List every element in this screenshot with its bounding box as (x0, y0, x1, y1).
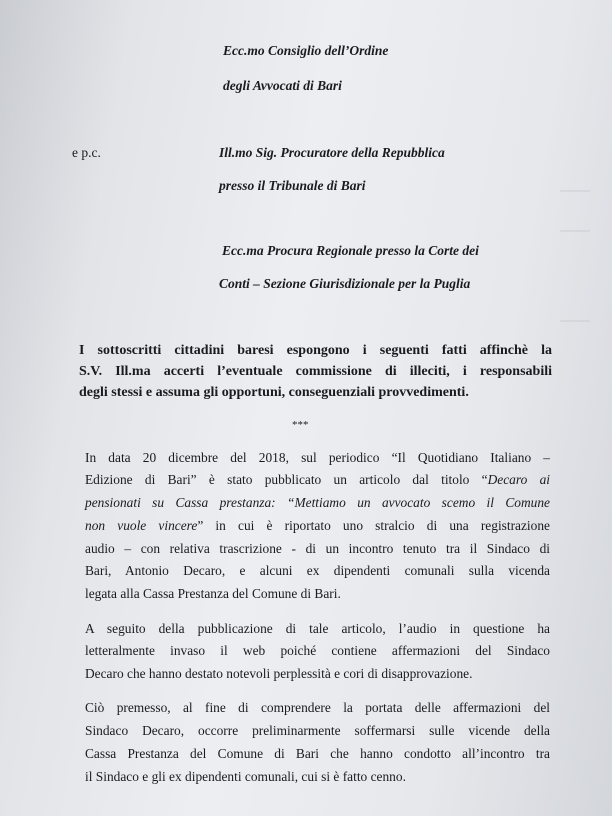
paragraph2-line-3: Decaro che hanno destato notevoli perplessità e cori di disapprovazione. (85, 666, 473, 681)
addressee-council-line1: Ecc.mo Consiglio dell’Ordine (223, 43, 389, 58)
paragraph1-line-2: Edizione di Bari” è stato pubblicato un articolo dal titolo “Decaro ai (85, 472, 550, 487)
addressee-court-line1: Ecc.ma Procura Regionale presso la Corte dei (222, 243, 479, 258)
separator-stars: *** (292, 419, 309, 431)
paragraph1-line-1: In data 20 dicembre del 2018, sul periodico “Il Quotidiano Italiano – (85, 450, 550, 465)
paragraph1-line-4: non vuole vincere” in cui è riportato uno stralcio di una registrazione (85, 518, 550, 533)
paragraph1-line-5: audio – con relativa trascrizione - di un incontro tenuto tra il Sindaco di (85, 541, 550, 556)
intro-line-3: degli stessi e assuma gli opportuni, conseguenziali provvedimenti. (79, 385, 469, 400)
addressee-prosecutor-line2: presso il Tribunale di Bari (219, 178, 366, 193)
addressee-council-line2: degli Avvocati di Bari (223, 78, 342, 93)
cc-label: e p.c. (72, 145, 101, 160)
intro-line-2: S.V. Ill.ma accerti l’eventuale commissione di illeciti, i responsabili (79, 364, 552, 379)
bleed-through-mark (560, 320, 590, 322)
intro-line-1: I sottoscritti cittadini baresi espongono i seguenti fatti affinchè la (79, 343, 552, 358)
bleed-through-mark (560, 190, 590, 192)
paragraph1-line-7: legata alla Cassa Prestanza del Comune di Bari. (85, 586, 341, 601)
paragraph3-line-3: Cassa Prestanza del Comune di Bari che hanno condotto all’incontro tra (85, 746, 550, 761)
paragraph3-line-2: Sindaco Decaro, occorre preliminarmente soffermarsi sulle vicende della (85, 723, 550, 738)
paragraph1-line-6: Bari, Antonio Decaro, e alcuni ex dipendenti comunali sulla vicenda (85, 563, 550, 578)
addressee-court-line2: Conti – Sezione Giurisdizionale per la Puglia (219, 276, 471, 291)
paragraph3-line-1: Ciò premesso, al fine di comprendere la portata delle affermazioni del (85, 700, 550, 715)
addressee-prosecutor-line1: Ill.mo Sig. Procuratore della Repubblica (219, 145, 445, 160)
paragraph3-line-4: il Sindaco e gli ex dipendenti comunali, cui si è fatto cenno. (85, 769, 406, 784)
paragraph2-line-2: letteralmente invaso il web poiché contiene affermazioni del Sindaco (85, 643, 550, 658)
bleed-through-mark (560, 230, 590, 232)
paragraph1-line-3: pensionati su Cassa prestanza: “Mettiamo un avvocato scemo il Comune (85, 495, 550, 510)
paragraph2-line-1: A seguito della pubblicazione di tale articolo, l’audio in questione ha (85, 621, 550, 636)
